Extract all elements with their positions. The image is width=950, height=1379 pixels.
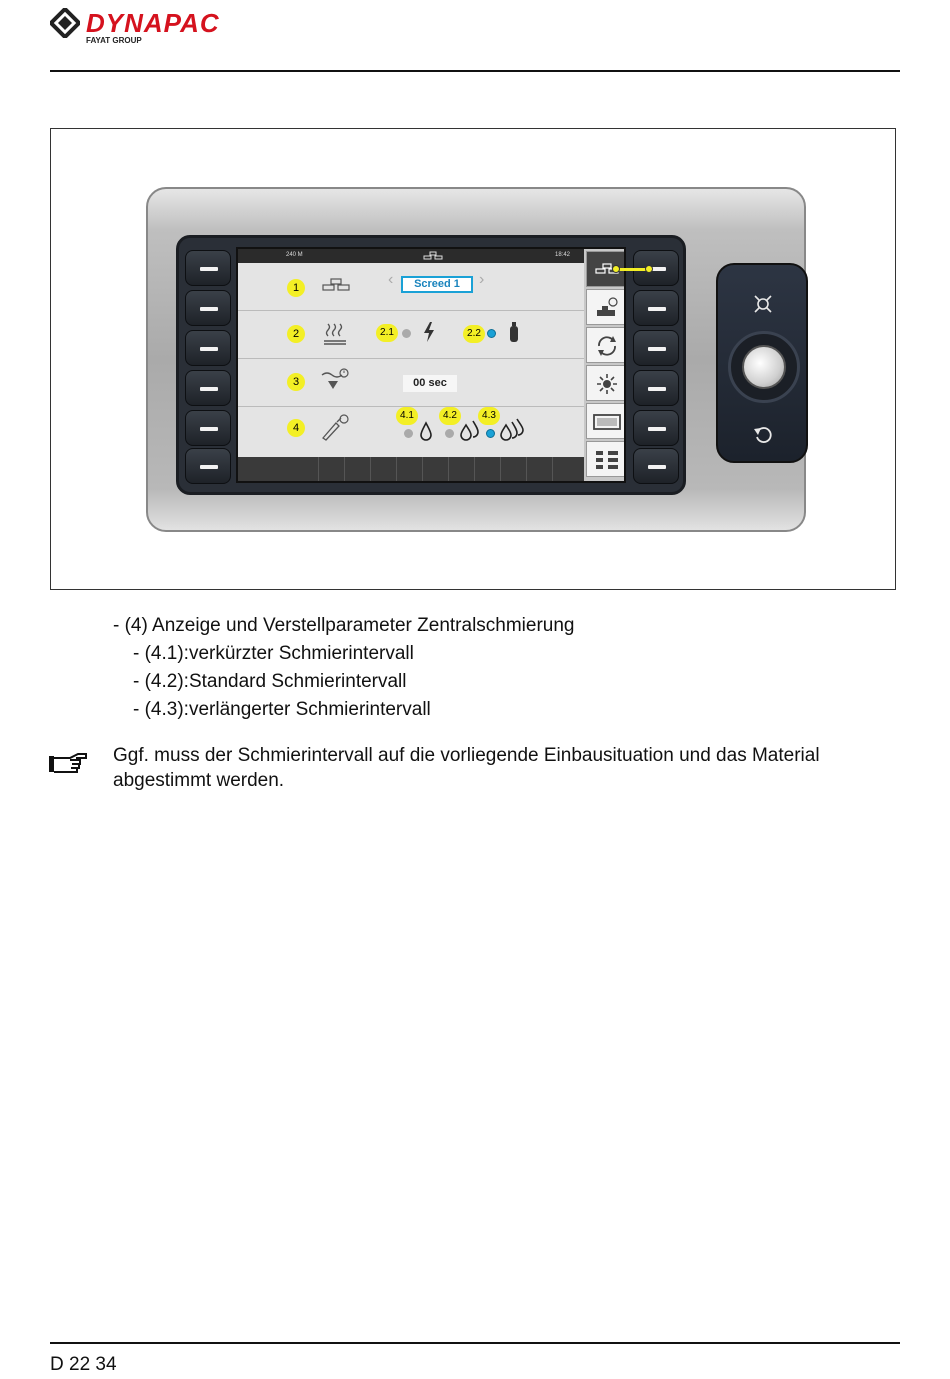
- row-divider: [238, 310, 584, 311]
- chevron-left-icon[interactable]: ‹: [388, 271, 394, 288]
- electric-heating-radio[interactable]: [402, 329, 411, 338]
- status-clock: 18:42: [554, 252, 570, 258]
- display-bezel: [176, 235, 686, 495]
- right-softkey-4[interactable]: [633, 370, 679, 406]
- dynapac-diamond-icon: [50, 8, 80, 38]
- row-divider: [238, 358, 584, 359]
- left-softkey-2[interactable]: [185, 290, 231, 326]
- left-softkey-3[interactable]: [185, 330, 231, 366]
- display-tab-icon: [593, 414, 621, 430]
- rotate-tab-icon: [595, 334, 619, 358]
- softkey-label-bar: [238, 457, 584, 483]
- central-lubrication-icon: [320, 413, 350, 441]
- header-rule: [50, 70, 900, 72]
- screed-selector[interactable]: Screed 1: [401, 276, 473, 293]
- footer-rule: [50, 1342, 900, 1344]
- callout-4-2: 4.2: [439, 407, 461, 425]
- right-softkey-3[interactable]: [633, 330, 679, 366]
- highlight-connector: [615, 268, 649, 271]
- tab-menu[interactable]: [586, 441, 626, 477]
- list-item-4-1: - (4.1):verkürzter Schmierintervall: [133, 643, 414, 664]
- callout-2: 2: [287, 325, 305, 343]
- operator-display-device: [146, 187, 806, 532]
- light-tab-icon: [595, 372, 619, 396]
- left-softkey-6[interactable]: [185, 448, 231, 484]
- list-item-4-3: - (4.3):verlängerter Schmierintervall: [133, 699, 431, 720]
- rotary-knob-cap[interactable]: [742, 345, 786, 389]
- callout-1: 1: [287, 279, 305, 297]
- rotary-knob[interactable]: [728, 331, 800, 403]
- grid-menu-icon: [595, 450, 619, 470]
- tab-lights[interactable]: [586, 365, 626, 401]
- tab-display[interactable]: [586, 403, 626, 439]
- triple-drop-icon: [499, 417, 525, 441]
- timer-lubrication-icon: [320, 367, 350, 393]
- extended-interval-radio[interactable]: [486, 429, 495, 438]
- page-number: D 22 34: [50, 1354, 117, 1375]
- brand-name: DYNAPAC: [86, 8, 220, 38]
- control-knob-panel: [716, 263, 808, 463]
- camera-settings-icon[interactable]: [752, 293, 774, 315]
- highlight-dot-left: [612, 265, 620, 273]
- right-softkey-6[interactable]: [633, 448, 679, 484]
- list-item-main: - (4) Anzeige und Verstellparameter Zentralschmierung: [113, 615, 575, 636]
- screed-status-icon: [423, 251, 443, 261]
- pointing-hand-icon: [48, 748, 88, 774]
- tab-paver[interactable]: [586, 289, 626, 325]
- highlight-dot-right: [645, 265, 653, 273]
- callout-4: 4: [287, 419, 305, 437]
- status-bar: [238, 249, 626, 263]
- short-interval-radio[interactable]: [404, 429, 413, 438]
- parameter-list: [113, 612, 575, 724]
- tab-conveyor[interactable]: [586, 327, 626, 363]
- screed-icon: [322, 278, 350, 292]
- double-drop-icon: [459, 419, 481, 441]
- back-arrow-icon[interactable]: [752, 423, 774, 445]
- left-softkey-1[interactable]: [185, 250, 231, 286]
- paver-tab-icon: [594, 296, 620, 320]
- right-softkey-2[interactable]: [633, 290, 679, 326]
- status-left: 240 M: [286, 252, 303, 258]
- chevron-right-icon[interactable]: ›: [479, 271, 485, 288]
- left-softkey-4[interactable]: [185, 370, 231, 406]
- single-drop-icon: [419, 421, 433, 441]
- display-figure: [50, 128, 896, 590]
- callout-2-1: 2.1: [376, 324, 398, 342]
- callout-3: 3: [287, 373, 305, 391]
- gas-bottle-icon: [508, 321, 520, 343]
- brand-subtitle: FAYAT GROUP: [86, 36, 142, 45]
- standard-interval-radio[interactable]: [445, 429, 454, 438]
- right-softkey-5[interactable]: [633, 410, 679, 446]
- screen-tab-bar: [584, 249, 626, 483]
- note-text: Ggf. muss der Schmierintervall auf die vorliegende Einbausituation und das Material abgestimmt werden.: [113, 745, 820, 791]
- gas-heating-radio[interactable]: [487, 329, 496, 338]
- callout-4-3: 4.3: [478, 407, 500, 425]
- left-softkey-5[interactable]: [185, 410, 231, 446]
- lightning-icon: [423, 321, 435, 343]
- heating-icon: [322, 321, 348, 347]
- callout-4-1: 4.1: [396, 407, 418, 425]
- timer-value[interactable]: 00 sec: [403, 375, 457, 392]
- list-item-4-2: - (4.2):Standard Schmierintervall: [133, 671, 407, 692]
- dynapac-logo: [50, 6, 310, 46]
- callout-2-2: 2.2: [463, 325, 485, 343]
- display-screen: [236, 247, 626, 483]
